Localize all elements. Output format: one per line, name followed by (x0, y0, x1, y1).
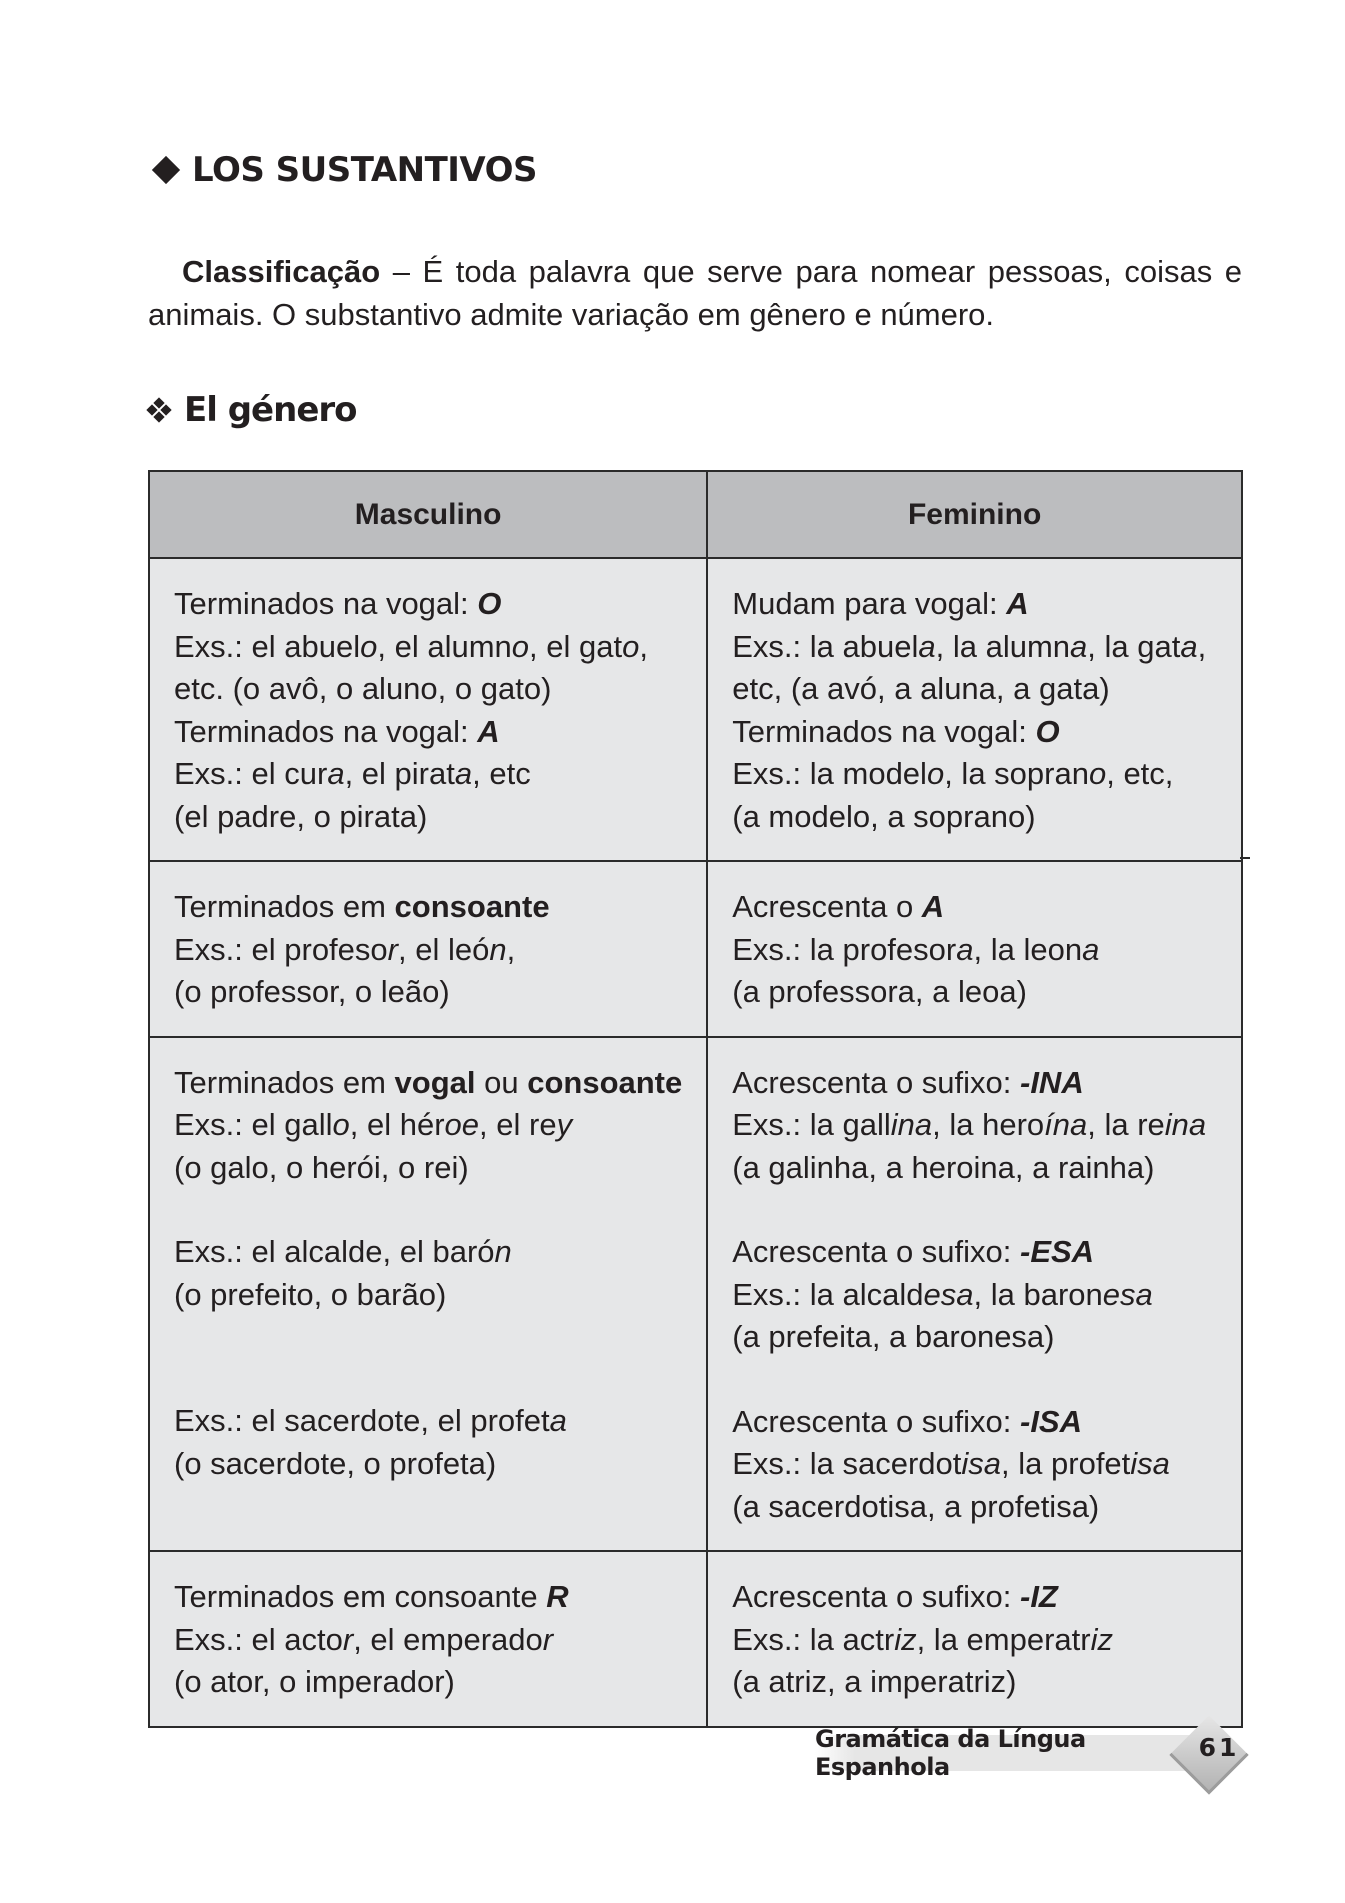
text-segment: Terminados em consoante (174, 1579, 547, 1614)
example-block (732, 1401, 1217, 1529)
feminino-cell (707, 1037, 1242, 1552)
cell-line (732, 583, 1217, 626)
text-segment: Terminados em (174, 1064, 395, 1100)
cell-line (174, 668, 682, 711)
cell-line (174, 1619, 682, 1662)
feminino-cell (707, 1551, 1242, 1727)
text-segment: Exs.: la actr (732, 1621, 895, 1657)
ending-text: n (494, 1234, 512, 1269)
ending-text: n (489, 931, 507, 967)
emphasis-text: A (1006, 586, 1029, 621)
text-segment: , (1197, 628, 1207, 664)
gender-table (148, 470, 1243, 1728)
ending-text: ina (890, 1107, 933, 1142)
text-segment: Exs.: la model (732, 756, 927, 791)
cell-line (174, 1274, 682, 1317)
text-segment: etc. (o avô, o aluno, o gato) (174, 671, 552, 706)
ending-text: o (622, 628, 640, 664)
text-segment: , la alumn (935, 628, 1071, 664)
cell-line (732, 753, 1217, 796)
text-segment: etc, (a avó, a aluna, a gata) (732, 671, 1110, 706)
cell-line (174, 711, 682, 754)
text-segment: , el leó (397, 931, 490, 967)
example-block (732, 1062, 1217, 1190)
text-segment: (o sacerdote, o profeta) (174, 1445, 497, 1481)
text-segment: , el gat (529, 628, 623, 664)
subsection-title (148, 390, 357, 430)
masculino-cell (149, 1551, 707, 1727)
text-segment: , la emperatr (916, 1621, 1091, 1657)
cell-line (174, 626, 682, 669)
emphasis-text: O (1035, 713, 1060, 749)
ending-text: r (342, 1621, 354, 1657)
text-segment: Acrescenta o sufixo: (732, 1579, 1020, 1614)
cell-line (174, 753, 682, 796)
text-segment: (o galo, o herói, o rei) (174, 1149, 469, 1185)
intro-paragraph (148, 250, 1242, 336)
cell-line (174, 929, 682, 972)
ending-text: oe (444, 1107, 480, 1142)
text-segment: Acrescenta o sufixo: (732, 1064, 1020, 1100)
text-segment: Exs.: la sacerdot (732, 1446, 962, 1481)
text-segment: , el pirat (344, 756, 455, 791)
ending-text: a (327, 756, 345, 791)
text-segment: , el alumn (377, 628, 512, 664)
cell-line (732, 1231, 1217, 1274)
text-segment: (o ator, o imperador) (174, 1664, 455, 1699)
text-segment: Acrescenta o (732, 889, 922, 924)
text-segment: Exs.: el gall (174, 1107, 333, 1142)
text-segment: (a sacerdotisa, a profetisa) (732, 1488, 1100, 1524)
example-block (174, 1062, 682, 1190)
text-segment: Exs.: el sacerdote, el profet (174, 1403, 550, 1438)
table-row (149, 1037, 1242, 1552)
ending-text: a (956, 931, 974, 967)
cell-line (732, 1104, 1217, 1147)
text-segment: Exs.: la profesor (732, 931, 957, 967)
text-segment: , la leon (973, 931, 1083, 967)
cell-line (732, 1316, 1217, 1359)
text-segment: Exs.: la alcald (732, 1276, 924, 1312)
ending-text: esa (923, 1276, 974, 1312)
text-segment: Exs.: el abuel (174, 628, 361, 664)
text-segment: , (506, 931, 516, 967)
ending-text: isa (961, 1446, 1002, 1481)
example-block (174, 1400, 682, 1485)
intro-label: Classificação (182, 254, 381, 289)
ending-text: a (454, 756, 473, 791)
ending-text: a (1070, 628, 1088, 664)
text-segment: (o professor, o leão) (174, 974, 450, 1009)
intro-text: – É toda palavra que serve para nomear pessoas, coisas e animais. O substantivo admite variação em gênero e número. (148, 254, 1242, 332)
text-segment: (a galinha, a heroina, a rainha) (732, 1149, 1155, 1185)
emphasis-text: -INA (1020, 1064, 1084, 1100)
text-segment: Terminados na vogal: (174, 586, 478, 621)
example-block (732, 1231, 1217, 1359)
column-header-feminino: Feminino (707, 471, 1242, 558)
cell-line (174, 1661, 682, 1704)
cell-line (174, 1231, 682, 1274)
ending-text: o (1088, 756, 1107, 791)
subsection-title-text: El género (184, 390, 357, 430)
footer-banner (815, 1725, 1215, 1781)
text-segment: , la baron (973, 1276, 1103, 1312)
text-segment: (el padre, o pirata) (174, 798, 428, 834)
cell-line (174, 1104, 682, 1147)
column-header-masculino: Masculino (149, 471, 707, 558)
cell-line (732, 1062, 1217, 1105)
diamond-bullet-icon (152, 156, 180, 184)
bold-text: vogal (394, 1064, 476, 1100)
cell-line (732, 796, 1217, 839)
ending-text: a (549, 1403, 567, 1438)
ending-text: o (360, 628, 378, 664)
ending-text: ína (1044, 1107, 1088, 1142)
text-segment: , etc, (1106, 756, 1174, 791)
text-segment: Exs.: la abuel (732, 628, 919, 664)
text-segment: (a atriz, a imperatriz) (732, 1664, 1017, 1699)
emphasis-text: A (921, 889, 945, 924)
row-divider-extension (1240, 857, 1250, 859)
ending-text: o (926, 756, 945, 791)
text-segment: Mudam para vogal: (732, 586, 1007, 621)
text-segment: Acrescenta o sufixo: (732, 1234, 1020, 1269)
cell-line (732, 626, 1217, 669)
cell-line (732, 711, 1217, 754)
cell-line (174, 1147, 682, 1190)
text-segment: Exs.: la gall (732, 1107, 891, 1142)
text-segment: , la hero (932, 1107, 1045, 1142)
cell-line (174, 1062, 682, 1105)
text-segment: , el re (479, 1107, 557, 1142)
ending-text: r (542, 1621, 554, 1657)
ending-text: o (511, 628, 530, 664)
masculino-cell (149, 1037, 707, 1552)
cell-line (732, 1619, 1217, 1662)
cell-line (732, 1576, 1217, 1619)
cell-line (732, 1274, 1217, 1317)
four-diamond-bullet-icon (148, 399, 170, 421)
text-segment: ou (475, 1064, 528, 1100)
emphasis-text: R (546, 1579, 569, 1614)
ending-text: o (332, 1107, 350, 1142)
text-segment: (o prefeito, o barão) (174, 1276, 447, 1312)
feminino-cell (707, 861, 1242, 1037)
section-title (150, 150, 537, 190)
text-segment: , la profet (1001, 1446, 1131, 1481)
ending-text: isa (1130, 1446, 1170, 1481)
text-segment: (a modelo, a soprano) (732, 798, 1036, 834)
emphasis-text: -ISA (1020, 1403, 1082, 1439)
cell-line (174, 1316, 682, 1358)
cell-line (732, 668, 1217, 711)
text-segment: Exs.: el cur (174, 756, 328, 791)
masculino-cell (149, 861, 707, 1037)
table-row (149, 1551, 1242, 1727)
cell-line (732, 1401, 1217, 1444)
cell-line (174, 971, 682, 1014)
cell-line (174, 1443, 682, 1486)
cell-line (732, 1147, 1217, 1190)
bold-text: consoante (394, 889, 550, 924)
text-segment: Terminados na vogal: (732, 713, 1036, 749)
cell-line (732, 886, 1217, 929)
ending-text: r (387, 931, 398, 967)
example-block (174, 1231, 682, 1358)
ending-text: y (556, 1107, 573, 1142)
cell-line (174, 796, 682, 839)
table-row (149, 558, 1242, 861)
cell-line (732, 1661, 1217, 1704)
ending-text: a (918, 628, 936, 664)
emphasis-text: -IZ (1020, 1579, 1058, 1614)
emphasis-text: A (477, 713, 500, 749)
cell-line (174, 583, 682, 626)
footer-book-title: Gramática da Língua Espanhola (815, 1725, 1086, 1781)
ending-text: iz (1090, 1621, 1113, 1657)
cell-line (732, 929, 1217, 972)
feminino-cell (707, 558, 1242, 861)
ending-text: ina (1164, 1107, 1207, 1142)
text-segment: (a professora, a leoa) (732, 974, 1027, 1009)
text-segment: , la re (1087, 1107, 1165, 1142)
text-segment: Terminados em (174, 889, 395, 924)
text-segment: , el hér (349, 1107, 445, 1142)
cell-line (174, 1400, 682, 1443)
ending-text: a (1180, 628, 1198, 664)
text-segment: (a prefeita, a baronesa) (732, 1319, 1055, 1354)
ending-text: a (1082, 931, 1100, 967)
text-segment: Exs.: el acto (174, 1621, 343, 1657)
ending-text: iz (894, 1621, 917, 1657)
ending-text: esa (1102, 1276, 1153, 1312)
section-title-text: LOS SUSTANTIVOS (192, 150, 538, 190)
masculino-cell (149, 558, 707, 861)
text-segment: , la gat (1087, 628, 1181, 664)
cell-line (732, 1486, 1217, 1529)
cell-line (732, 971, 1217, 1014)
text-segment: Terminados na vogal: (174, 713, 478, 749)
table-row (149, 861, 1242, 1037)
emphasis-text: -ESA (1020, 1234, 1095, 1269)
text-segment: Exs.: el alcalde, el baró (174, 1234, 495, 1269)
emphasis-text: O (477, 586, 502, 621)
text-segment: , etc (472, 756, 531, 791)
text-segment: , la sopran (944, 756, 1089, 791)
page-number: 61 (1198, 1733, 1240, 1762)
text-segment: , el emperado (353, 1621, 543, 1657)
cell-line (732, 1443, 1217, 1486)
bold-text: consoante (527, 1064, 683, 1100)
text-segment: , (639, 628, 648, 664)
text-segment: Acrescenta o sufixo: (732, 1403, 1020, 1439)
cell-line (174, 1576, 682, 1619)
text-segment: Exs.: el profeso (174, 931, 388, 967)
cell-line (174, 886, 682, 929)
table-header-row (149, 471, 1242, 558)
